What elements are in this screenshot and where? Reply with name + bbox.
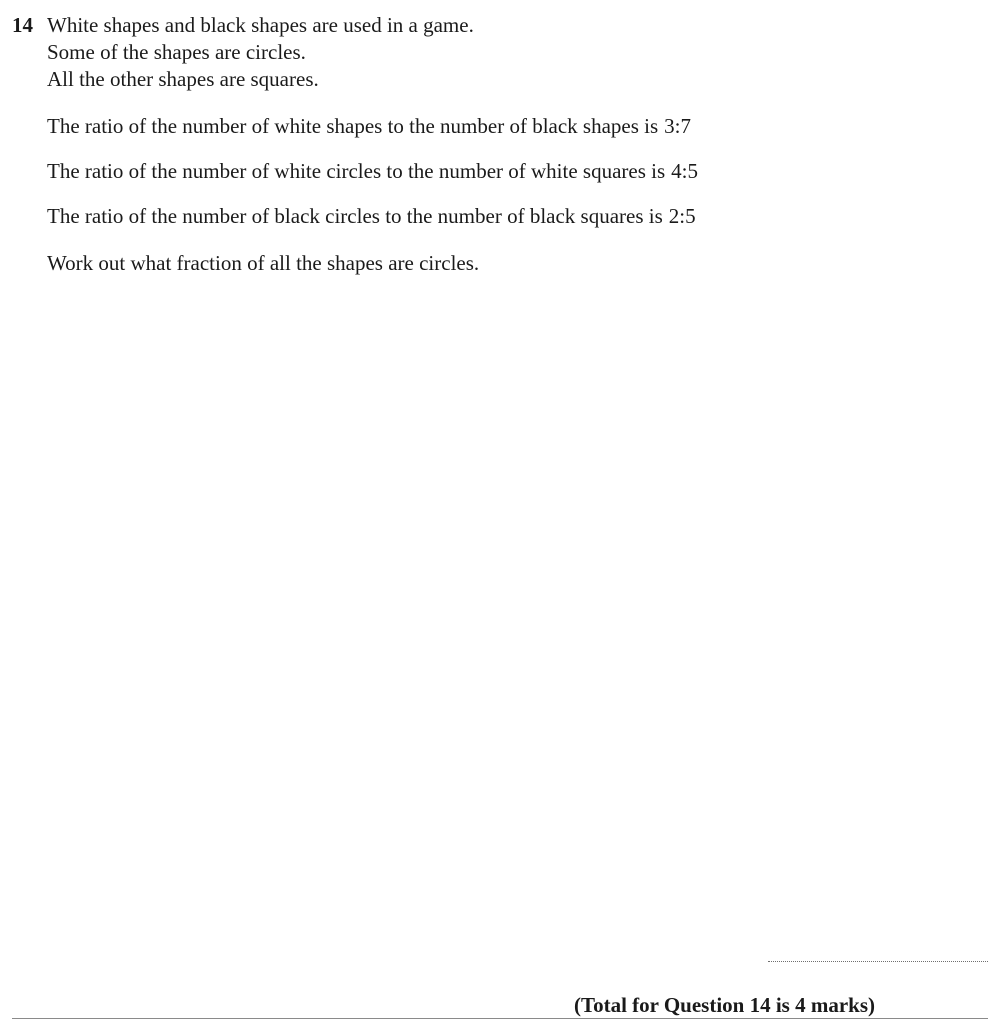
- question-intro-line-3: All the other shapes are squares.: [47, 67, 319, 91]
- ratio-statement-text: The ratio of the number of white circles to the number of white squares is: [47, 159, 666, 183]
- question-number: 14: [12, 13, 33, 37]
- ratio-value: 2:5: [668, 204, 696, 228]
- question-instruction: Work out what fraction of all the shapes are circles.: [47, 251, 480, 275]
- question-intro-line-1: White shapes and black shapes are used in a game.: [47, 13, 474, 37]
- ratio-value: 4:5: [671, 159, 698, 183]
- ratio-statement-text: The ratio of the number of white shapes to the number of black shapes is: [47, 114, 659, 138]
- answer-line[interactable]: [768, 961, 988, 962]
- ratio-statement-black-circles-squares: [47, 203, 696, 230]
- bottom-rule: [12, 1018, 988, 1019]
- ratio-statement-white-circles-squares: [47, 158, 698, 185]
- question-intro-line-2: Some of the shapes are circles.: [47, 40, 306, 64]
- ratio-statement-text: The ratio of the number of black circles to the number of black squares is: [47, 204, 663, 228]
- ratio-statement-white-black: [47, 113, 691, 140]
- total-marks: (Total for Question 14 is 4 marks): [574, 993, 876, 1017]
- ratio-value: 3:7: [664, 114, 692, 138]
